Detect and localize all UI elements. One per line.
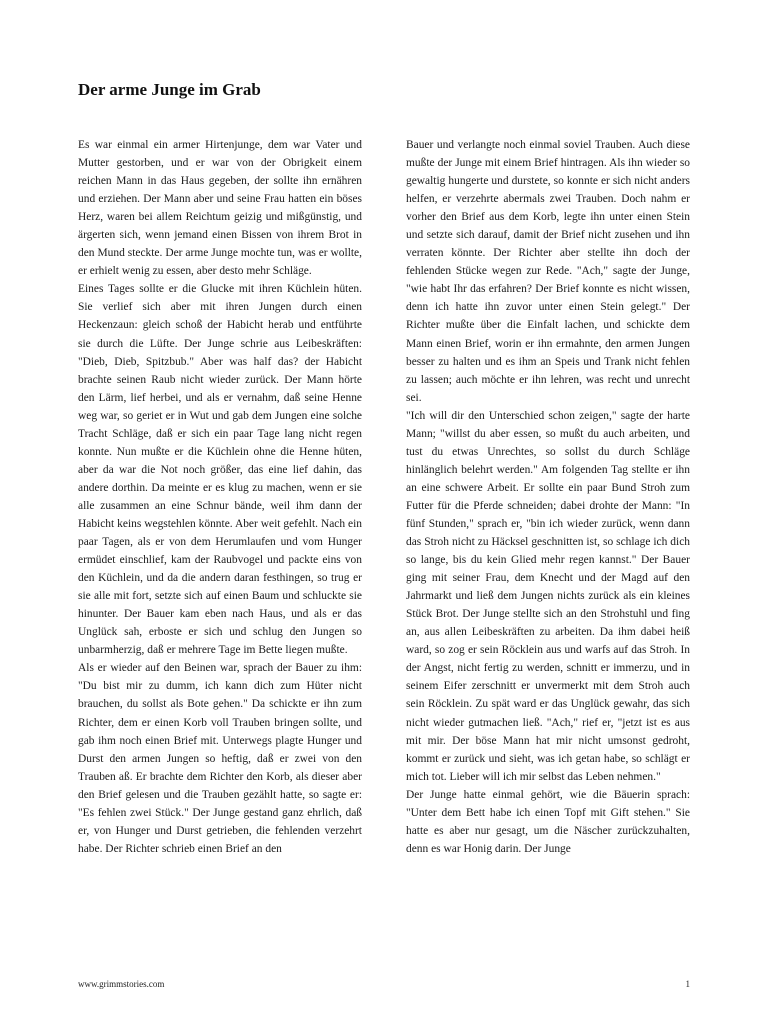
paragraph: Als er wieder auf den Beinen war, sprach der Bauer zu ihm: "Du bist mir zu dumm, ich kann dich zum Hüter nicht brauchen, du sollst als Bote gehen." Da schickte er ihn zum Richter, dem er einen Korb voll Trauben bringen sollte, und gab ihm noch einen Brief mit. Unterwegs plagte Hunger und Durst den armen Jungen so heftig, daß er zwei von den Trauben aß. Er brachte dem Richter den Korb, als dieser aber den Brief gelesen und die Trauben gezählt hatte, so sagte er: "Es fehlen zwei Stück." Der Junge gestand ganz ehrlich, daß er, von Hunger und Durst getrieben, die fehlenden verzehrt habe. Der Richter schrieb einen Brief an den: [78, 662, 362, 855]
text-column-left: [78, 136, 362, 858]
paragraph: Bauer und verlangte noch einmal soviel Trauben. Auch diese mußte der Junge mit einem Brief hintragen. Als ihn wieder so gewaltig hungerte und durstete, so konnte er sich nicht anders helfen, er verzehrte abermals zwei Trauben. Doch nahm er vorher den Brief aus dem Korb, legte ihn unter einen Stein und setzte sich darauf, damit der Brief nicht zusehen und ihn verraten könnte. Der Richter aber stellte ihn doch der fehlenden Stücke wegen zur Rede. "Ach," sagte der Junge, "wie habt Ihr das erfahren? Der Brief konnte es nicht wissen, denn ich hatte ihn zuvor unter einen Stein gelegt." Der Richter mußte über die Einfalt lachen, und schickte dem Mann einen Brief, worin er ihn ermahnte, den armen Jungen besser zu halten und es ihm an Speis und Trank nicht fehlen zu lassen; auch möchte er ihn lehren, was recht und unrecht sei.: [406, 139, 690, 404]
footer-source: www.grimmstories.com: [78, 979, 165, 989]
paragraph: "Ich will dir den Unterschied schon zeigen," sagte der harte Mann; "willst du aber essen, so mußt du auch arbeiten, und tust du etwas Unrechtes, so sollst du durch Schläge hinlänglich belehrt werden." Am folgenden Tag stellte er ihn an eine schwere Arbeit. Er sollte ein paar Bund Stroh zum Futter für die Pferde schneiden; dabei drohte der Mann: "In fünf Stunden," sprach er, "bin ich wieder zurück, wenn dann das Stroh nicht zu Häcksel geschnitten ist, so schlage ich dich so lange, bis du kein Glied mehr regen kannst." Der Bauer ging mit seiner Frau, dem Knecht und der Magd auf den Jahrmarkt und ließ dem Jungen nichts zurück als ein kleines Stück Brot. Der Junge stellte sich an den Strohstuhl und fing an, aus allen Leibeskräften zu arbeiten. Da ihm dabei heiß ward, so zog er sein Röcklein aus und warfs auf das Stroh. In der Angst, nicht fertig zu werden, schnitt er immerzu, und in seinem Eifer zerschnitt er unvermerkt mit dem Stroh auch sein Röcklein. Zu spät ward er das Unglück gewahr, das sich nicht wieder gutmachen ließ. "Ach," rief er, "jetzt ist es aus mit mir. Der böse Mann hat mir nicht umsonst gedroht, kommt er zurück und sieht, was ich getan habe, so schlägt er mich tot. Lieber will ich mir selbst das Leben nehmen.": [406, 409, 690, 783]
paragraph: Der Junge hatte einmal gehört, wie die Bäuerin sprach: "Unter dem Bett habe ich einen Topf mit Gift stehen." Sie hatte es aber nur gesagt, um die Näscher zurückzuhalten, denn es war Honig darin. Der Junge: [406, 788, 690, 855]
paragraph: Eines Tages sollte er die Glucke mit ihren Küchlein hüten. Sie verlief sich aber mit ihren Jungen durch einen Heckenzaun: gleich schoß der Habicht herab und entführte sie durch die Lüfte. Der Junge schrie aus Leibeskräften: "Dieb, Dieb, Spitzbub." Aber was half das? der Habicht brachte seinen Raub nicht wieder zurück. Der Mann hörte den Lärm, lief herbei, und als er vernahm, daß seine Henne weg war, so geriet er in Wut und gab dem Jungen eine solche Tracht Schläge, daß er sich ein paar Tage lang nicht regen konnte. Nun mußte er die Küchlein ohne die Henne hüten, aber da war die Not noch größer, das eine lief dahin, das andere dorthin. Da meinte er es klug zu machen, wenn er sie alle zusammen an eine Schnur bände, weil ihm dann der Habicht keins wegstehlen könnte. Aber weit gefehlt. Nach ein paar Tagen, als er von dem Herumlaufen und vom Hunger ermüdet einschlief, kam der Raubvogel und packte eins von den Küchlein, und da die andern daran festhingen, so trug er sie alle mit fort, setzte sich auf einen Baum und schluckte sie hinunter. Der Bauer kam eben nach Haus, und als er das Unglück sah, erboste er sich und schlug den Jungen so unbarmherzig, daß er mehrere Tage im Bette liegen mußte.: [78, 283, 362, 657]
page-number: 1: [685, 979, 690, 989]
text-column-right: [406, 136, 690, 858]
story-title: Der arme Junge im Grab: [78, 80, 261, 99]
paragraph: Es war einmal ein armer Hirtenjunge, dem war Vater und Mutter gestorben, und er war von der Obrigkeit einem reichen Mann in das Haus gegeben, der sollte ihn ernähren und erziehen. Der Mann aber und seine Frau hatten ein böses Herz, waren bei allem Reichtum geizig und mißgünstig, und ärgerten sich, wenn jemand einen Bissen von ihrem Brot in den Mund steckte. Der arme Junge mochte tun, was er wollte, er erhielt wenig zu essen, aber desto mehr Schläge.: [78, 139, 362, 278]
